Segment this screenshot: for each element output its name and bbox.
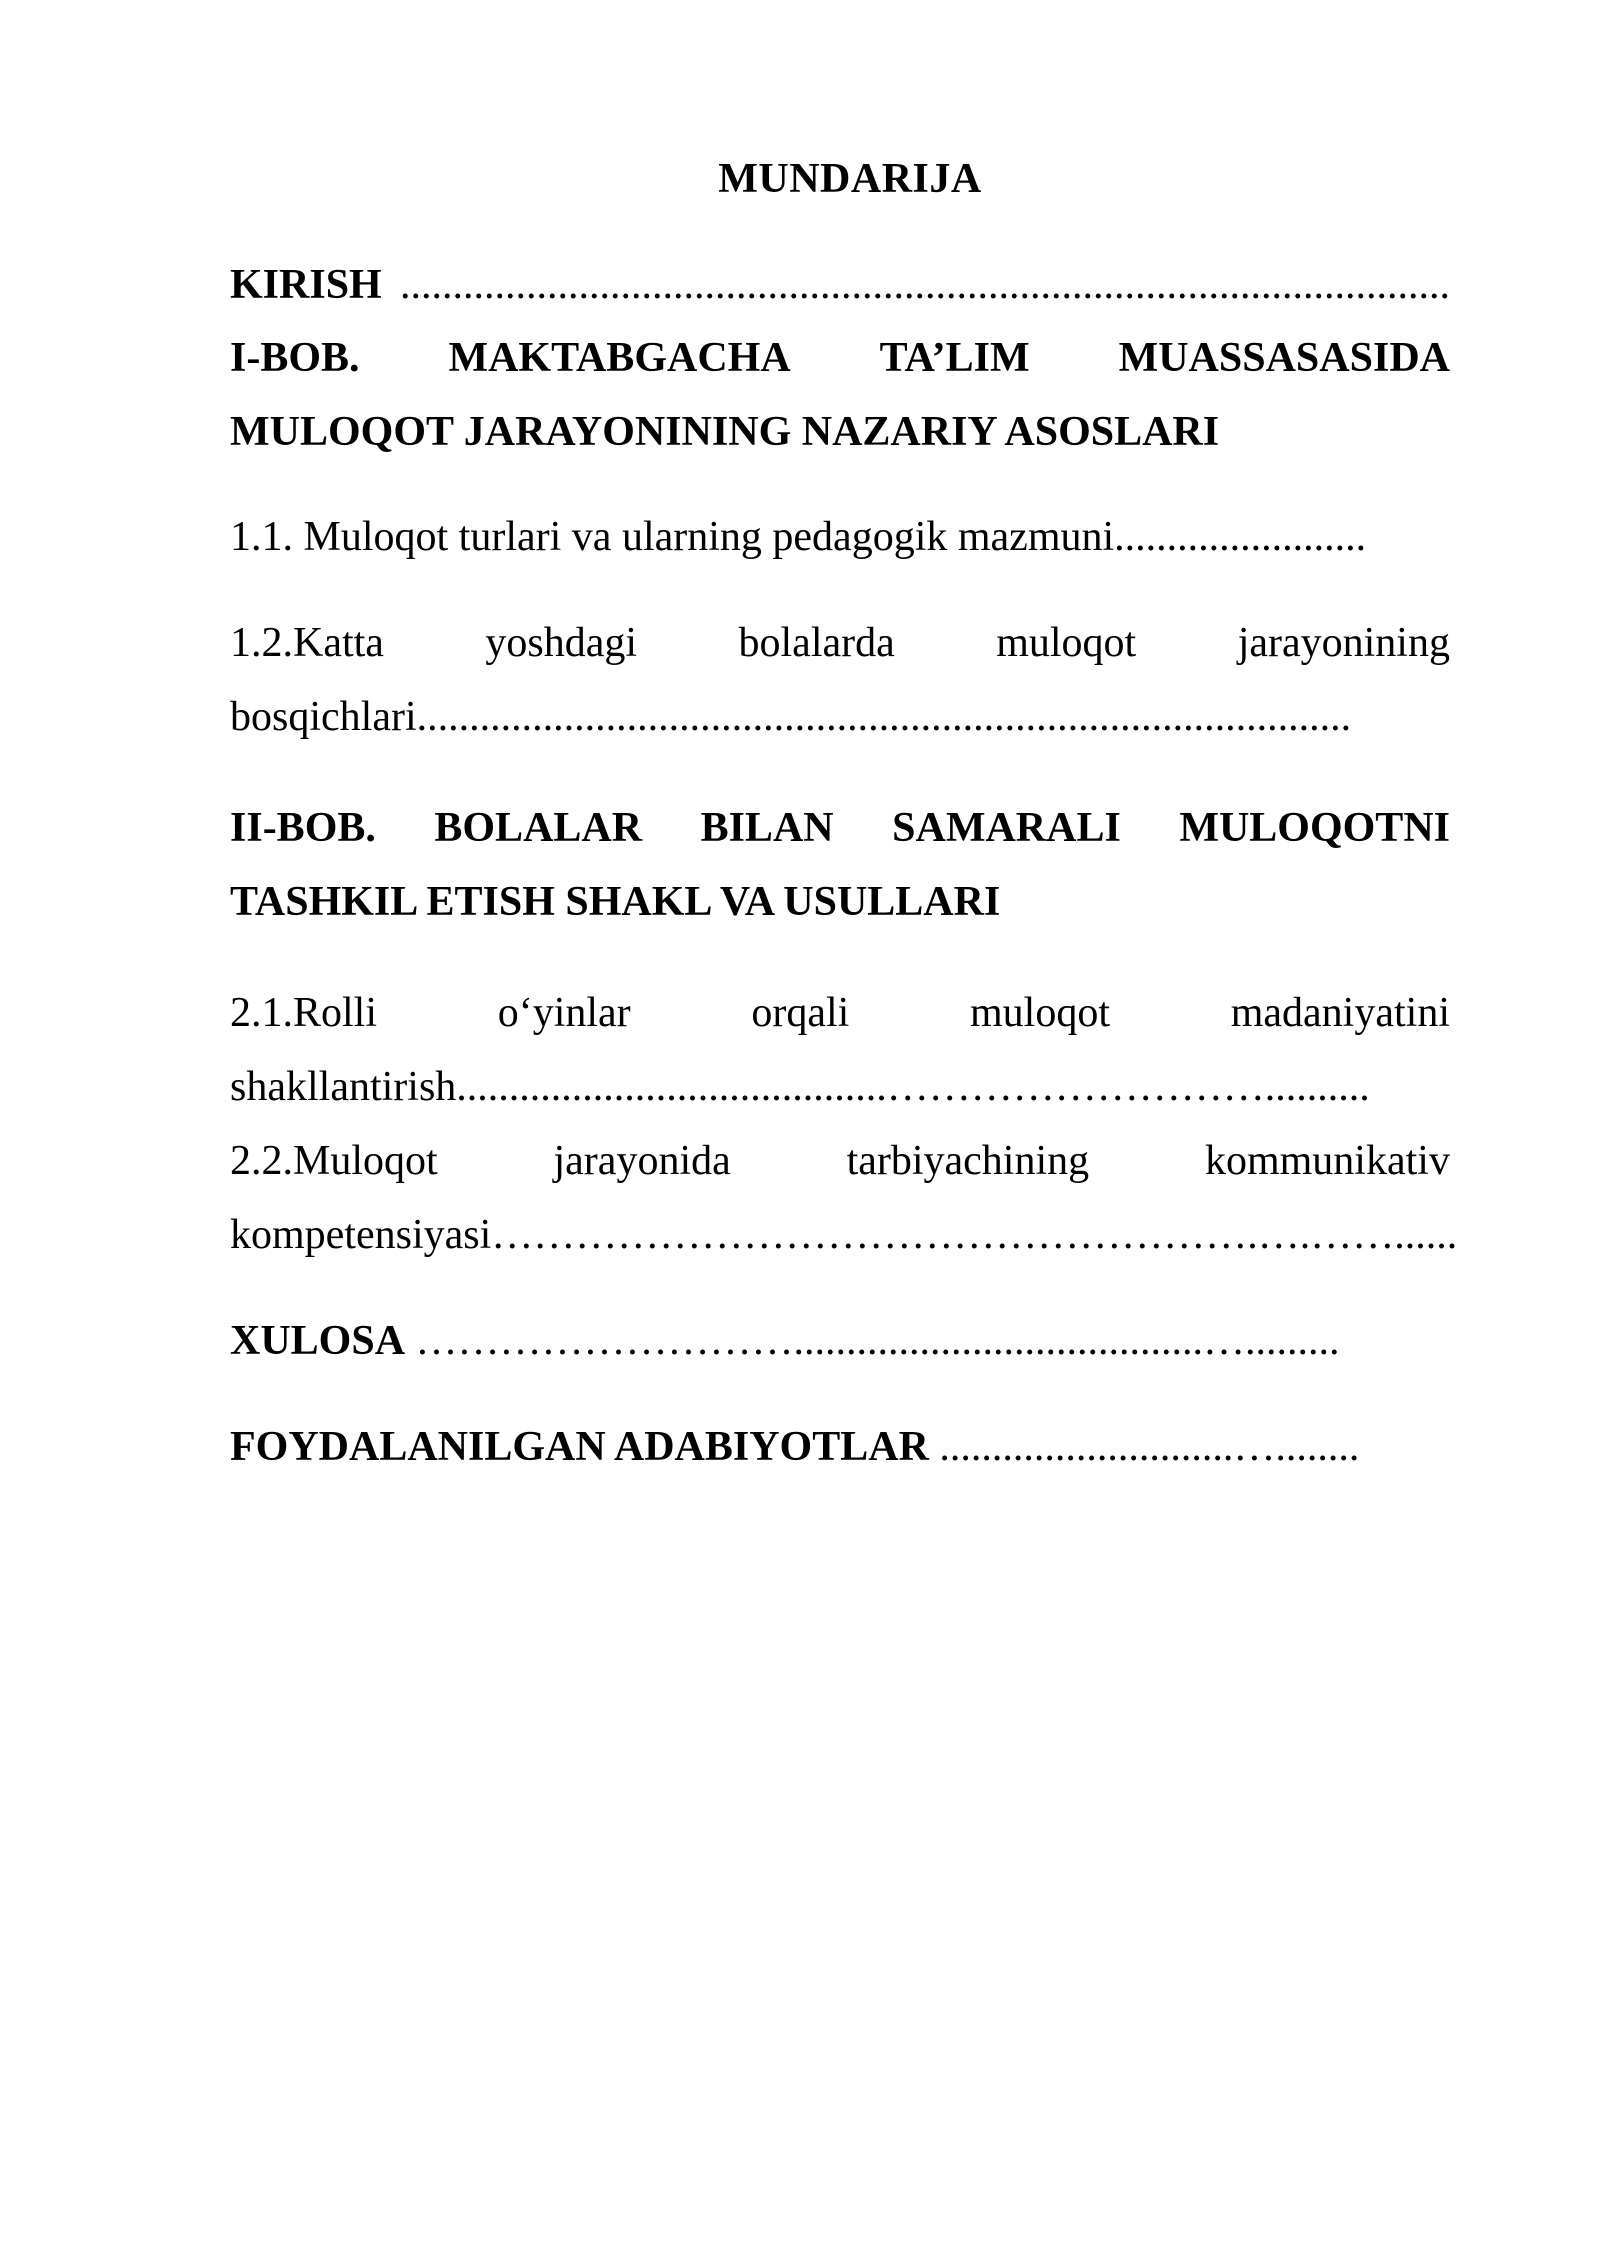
toc-word: I-BOB. [230,335,360,381]
toc-leader-dots: ……………………….......................................…......... [405,1318,1340,1364]
toc-entry-chapter-1 [230,321,1450,469]
toc-entry-1-1 [230,500,1450,574]
toc-entry-xulosa [230,1304,1450,1378]
toc-word: TA’LIM [879,335,1030,381]
toc-word: tarbiyachining [846,1138,1090,1184]
toc-word: o‘yinlar [497,990,631,1036]
toc-entry-kirish [230,248,1450,322]
toc-heading: KIRISH [230,262,382,308]
toc-line: MULOQOT JARAYONINING NAZARIY ASOSLARI [230,409,1220,455]
toc-line-justified [230,606,1450,680]
toc-heading: FOYDALANILGAN ADABIYOTLAR [230,1424,929,1470]
toc-line: 1.1. Muloqot turlari va ularning pedagogik mazmuni........................ [230,514,1367,560]
toc-line-justified [230,321,1450,395]
toc-line [230,1304,1450,1378]
toc-line: bosqichlari......................................................................................... [230,694,1352,740]
toc-word: SAMARALI [892,805,1121,851]
toc-line [230,248,1450,322]
toc-word: BOLALAR [434,805,643,851]
toc-line [230,1410,1450,1484]
toc-word: yoshdagi [485,620,638,666]
toc-word: 2.1.Rolli [230,990,378,1036]
toc-word: muloqot [970,990,1111,1036]
toc-entry-2-2 [230,1124,1458,1272]
toc-leader-dots: .................................................................................................... [400,262,1450,308]
toc-leader-dots: ............................…........ [928,1424,1360,1470]
toc-word: MAKTABGACHA [448,335,791,381]
toc-line-justified [230,976,1450,1050]
toc-word: 1.2.Katta [230,620,384,666]
toc-line: kompetensiyasi……………………………………………….….……...... [230,1212,1458,1258]
toc-line-justified [230,791,1450,865]
toc-entry-2-1 [230,976,1450,1124]
toc-word: jarayonining [1237,620,1450,666]
toc-word: BILAN [700,805,834,851]
toc-word: kommunikativ [1204,1138,1450,1184]
page-title: MUNDARIJA [718,156,982,202]
toc-word: orqali [751,990,850,1036]
toc-line-justified [230,1124,1450,1198]
toc-word: 2.2.Muloqot [230,1138,438,1184]
toc-word: II-BOB. [230,805,376,851]
toc-entry-chapter-2 [230,791,1450,939]
toc-line: TASHKIL ETISH SHAKL VA USULLARI [230,879,1001,925]
toc-word: madaniyatini [1230,990,1450,1036]
toc-word: MUASSASASIDA [1118,335,1450,381]
toc-word: muloqot [996,620,1137,666]
toc-word: jarayonida [553,1138,731,1184]
toc-entry-1-2 [230,606,1450,754]
toc-heading: XULOSA [230,1318,406,1364]
toc-word: bolalarda [738,620,895,666]
toc-entry-adabiyotlar [230,1410,1450,1484]
toc-word: MULOQOTNI [1179,805,1450,851]
toc-line: shakllantirish.........................................……………………….......... [230,1064,1370,1110]
